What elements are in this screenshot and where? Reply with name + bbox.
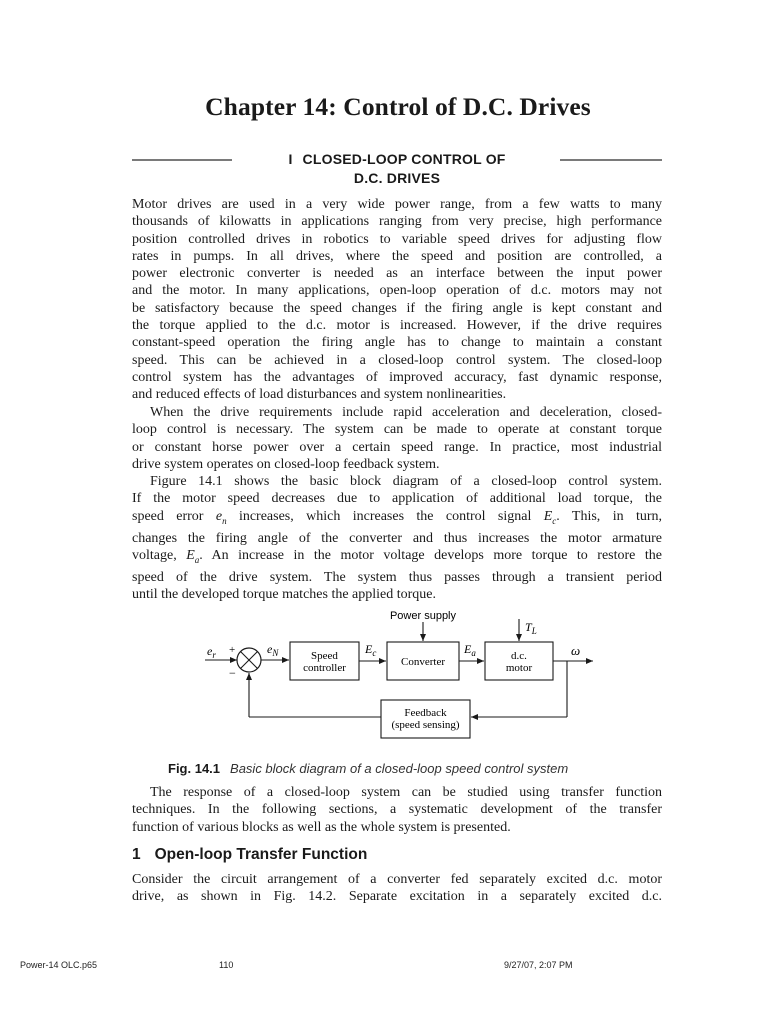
section-number: I (288, 151, 293, 167)
text-line: rates in pumps. In all drives, where the speed and position are controlled, a (132, 248, 662, 264)
paragraph-response (132, 784, 662, 836)
speed-output-label: ω (571, 643, 581, 658)
footer-timestamp: 9/27/07, 2:07 PM (504, 960, 573, 970)
section-title (242, 150, 552, 188)
dc-motor-label-2: motor (505, 662, 533, 674)
text-line: and reduced effects of load disturbances and system nonlinearities. (132, 387, 507, 403)
text-line: position controlled drives in robotics to variable speed drives for adjusting flow (132, 231, 662, 247)
dc-motor-label-1: d.c. (511, 650, 527, 662)
text-line: be satisfactory because the speed changes if the firing angle is kept constant and (132, 300, 662, 316)
text-line: The response of a closed-loop system can be studied using transfer function (150, 785, 662, 800)
text-line: power electronic converter is needed as an interface between the input power (132, 266, 662, 282)
control-signal-label: $E_c$ (365, 642, 377, 658)
text-line: loop control is necessary. The system can be made to operate at constant torque (132, 422, 662, 438)
section-heading (132, 150, 662, 190)
block-diagram (195, 604, 605, 754)
power-supply-label: Power supply (389, 610, 457, 622)
paragraph-requirements (132, 404, 662, 473)
text-line: until the developed torque matches the applied torque. (132, 587, 437, 603)
text-line: changes the firing angle of the converter and thus increases the motor armature (132, 530, 662, 546)
figure-caption-text: Basic block diagram of a closed-loop speed control system (230, 761, 569, 776)
armature-voltage-label: $E_a$ (464, 642, 476, 658)
left-rule-divider (132, 159, 232, 161)
footer-filename: Power-14 OLC.p65 (20, 960, 98, 970)
text-line: thousands of kilowatts in applications ranging from very precise, high performance (132, 214, 662, 230)
text-line-speed-error: speed error $e_n$ increases, which increases the control signal $E_c$. This, in turn, (132, 508, 663, 526)
text-line: Figure 14.1 shows the basic block diagram of a closed-loop control system. (150, 474, 662, 489)
text-line: constant-speed operation the firing angle has to change to maintain a constant (132, 335, 662, 351)
text-line: techniques. In the following sections, a systematic development of the transfer (132, 802, 662, 818)
section-title-line2: D.C. DRIVES (353, 170, 441, 186)
feedback-label-1: Feedback (404, 707, 447, 719)
paragraph-open-loop (132, 871, 662, 906)
text-line: speed. This can be achieved in a closed-loop control system. The closed-loop (132, 352, 662, 368)
figure-label: Fig. 14.1 (168, 761, 221, 776)
text-line: control system has the advantages of improved accuracy, fast dynamic response, (132, 369, 662, 385)
converter-label: Converter (401, 656, 445, 668)
text-line: Motor drives are used in a very wide power range, from a few watts to many (132, 197, 662, 212)
paragraph-intro (132, 196, 662, 404)
subsection-heading (132, 846, 367, 864)
footer-page-number: 110 (219, 960, 234, 970)
summing-junction (237, 648, 261, 672)
text-line: drive system operates on closed-loop feedback system. (132, 456, 440, 472)
text-line: When the drive requirements include rapid acceleration and deceleration, closed- (150, 405, 662, 420)
text-line: speed of the drive system. The system thus passes through a transient period (132, 570, 662, 586)
text-line: drive, as shown in Fig. 14.2. Separate excitation in a separately excited d.c. (132, 889, 662, 905)
subsection-title: Open-loop Transfer Function (154, 846, 368, 863)
section-title-line1: CLOSED-LOOP CONTROL OF (302, 151, 506, 167)
feedback-label-2: (speed sensing) (391, 719, 460, 731)
minus-sign: − (229, 666, 236, 680)
chapter-title: Chapter 14: Control of D.C. Drives (205, 92, 591, 121)
speed-controller-label-1: Speed (311, 650, 338, 662)
text-line-armature-voltage: voltage, $E_a$. An increase in the motor voltage develops more torque to restore the (132, 547, 662, 565)
paragraph-figure-description (132, 473, 662, 604)
figure-caption (168, 761, 568, 776)
text-line: the torque applied to the d.c. motor is increased. However, if the drive requires (132, 318, 662, 334)
text-line: or constant horse power over a certain speed range. In practice, most industrial (132, 439, 662, 455)
text-line: Consider the circuit arrangement of a converter fed separately excited d.c. motor (132, 872, 662, 887)
speed-controller-label-2: controller (303, 662, 346, 674)
plus-sign: + (229, 644, 236, 656)
load-torque-label: $T_L$ (525, 620, 537, 636)
error-signal-label: $e_N$ (267, 642, 279, 658)
text-line: and the motor. In many applications, open-loop operation of d.c. motors may not (132, 283, 662, 299)
text-line: function of various blocks as well as the whole system is presented. (132, 819, 511, 835)
right-rule-divider (560, 159, 662, 161)
reference-signal-label: $e_r$ (207, 644, 216, 660)
subsection-number: 1 (132, 846, 141, 863)
text-line: If the motor speed decreases due to application of additional load torque, the (132, 491, 662, 507)
